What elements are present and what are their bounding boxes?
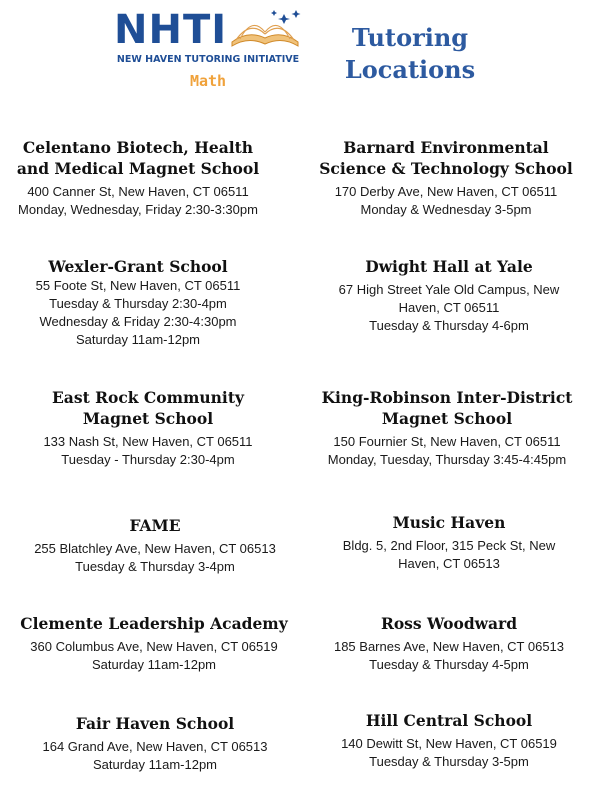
location-name-line: Hill Central School [365, 711, 533, 730]
location-name [10, 713, 300, 734]
location-schedule: Tuesday & Thursday 4-6pm [369, 318, 529, 333]
page-title-line-1: Tutoring [351, 23, 469, 52]
location-name-line: FAME [129, 516, 181, 535]
location-fair-haven [10, 713, 300, 774]
location-name-line: Magnet School [381, 409, 513, 428]
location-name-line: Fair Haven School [75, 714, 235, 733]
open-book-icon [224, 8, 306, 52]
location-schedule: Monday, Tuesday, Thursday 3:45-4:45pm [327, 452, 567, 467]
location-address: 164 Grand Ave, New Haven, CT 06513 [42, 739, 268, 754]
location-king-robinson [302, 387, 592, 469]
location-schedule: Saturday 11am-12pm [91, 657, 217, 672]
location-name [300, 137, 592, 179]
location-name-line: Ross Woodward [380, 614, 518, 633]
location-name [318, 512, 580, 533]
page-title [320, 22, 500, 86]
location-ross-woodward [318, 613, 580, 674]
location-name [10, 387, 286, 429]
location-name [0, 613, 308, 634]
location-music-haven [318, 512, 580, 573]
location-address: 133 Nash St, New Haven, CT 06511 [43, 434, 253, 449]
location-schedule: Tuesday & Thursday 2:30-4pm [49, 296, 227, 311]
logo-wordmark: NHTI [114, 7, 228, 53]
location-name [0, 137, 276, 179]
location-address: 140 Dewitt St, New Haven, CT 06519 [341, 736, 557, 751]
location-address: 400 Canner St, New Haven, CT 06511 [27, 184, 249, 199]
location-name [318, 256, 580, 277]
location-schedule: Saturday 11am-12pm [75, 332, 201, 347]
location-clemente [0, 613, 308, 674]
location-address: 67 High Street Yale Old Campus, New [338, 282, 560, 297]
location-address: 170 Derby Ave, New Haven, CT 06511 [334, 184, 558, 199]
page-title-line-2: Locations [344, 55, 476, 84]
location-name [10, 515, 300, 536]
location-east-rock [10, 387, 286, 469]
location-dwight-hall [318, 256, 580, 335]
location-address: 150 Fournier St, New Haven, CT 06511 [333, 434, 561, 449]
location-address: 185 Barnes Ave, New Haven, CT 06513 [333, 639, 565, 654]
location-name-line: East Rock Community [51, 388, 244, 407]
location-address: Haven, CT 06511 [398, 300, 500, 315]
location-name-line: Dwight Hall at Yale [365, 257, 533, 276]
location-address: Haven, CT 06513 [398, 556, 500, 571]
location-schedule: Tuesday & Thursday 3-4pm [75, 559, 235, 574]
nhti-logo [108, 8, 308, 92]
location-name-line: King-Robinson Inter-District [321, 388, 573, 407]
location-fame [10, 515, 300, 576]
location-hill-central [318, 710, 580, 771]
location-name [318, 613, 580, 634]
location-name-line: Wexler-Grant School [48, 257, 228, 276]
location-name-line: Clemente Leadership Academy [20, 614, 288, 633]
location-name [318, 710, 580, 731]
location-barnard [300, 137, 592, 219]
location-name-line: and Medical Magnet School [16, 159, 260, 178]
location-name [0, 256, 276, 277]
location-schedule: Tuesday - Thursday 2:30-4pm [61, 452, 235, 467]
location-name-line: Music Haven [392, 513, 506, 532]
logo-subject: Math [189, 72, 227, 90]
location-address: 55 Foote St, New Haven, CT 06511 [35, 278, 241, 293]
location-wexler-grant [0, 256, 276, 349]
location-name-line: Magnet School [82, 409, 214, 428]
location-address: 255 Blatchley Ave, New Haven, CT 06513 [34, 541, 276, 556]
location-schedule: Monday, Wednesday, Friday 2:30-3:30pm [18, 202, 258, 217]
location-schedule: Wednesday & Friday 2:30-4:30pm [39, 314, 237, 329]
location-name-line: Barnard Environmental [343, 138, 549, 157]
location-address: Bldg. 5, 2nd Floor, 315 Peck St, New [342, 538, 556, 553]
location-schedule: Tuesday & Thursday 4-5pm [369, 657, 529, 672]
location-name-line: Science & Technology School [319, 159, 573, 178]
location-name-line: Celentano Biotech, Health [22, 138, 254, 157]
location-celentano [0, 137, 276, 219]
location-schedule: Saturday 11am-12pm [92, 757, 218, 772]
location-schedule: Monday & Wednesday 3-5pm [360, 202, 532, 217]
location-address: 360 Columbus Ave, New Haven, CT 06519 [30, 639, 278, 654]
location-name [302, 387, 592, 429]
location-schedule: Tuesday & Thursday 3-5pm [369, 754, 529, 769]
logo-subtitle: NEW HAVEN TUTORING INITIATIVE [116, 54, 300, 65]
